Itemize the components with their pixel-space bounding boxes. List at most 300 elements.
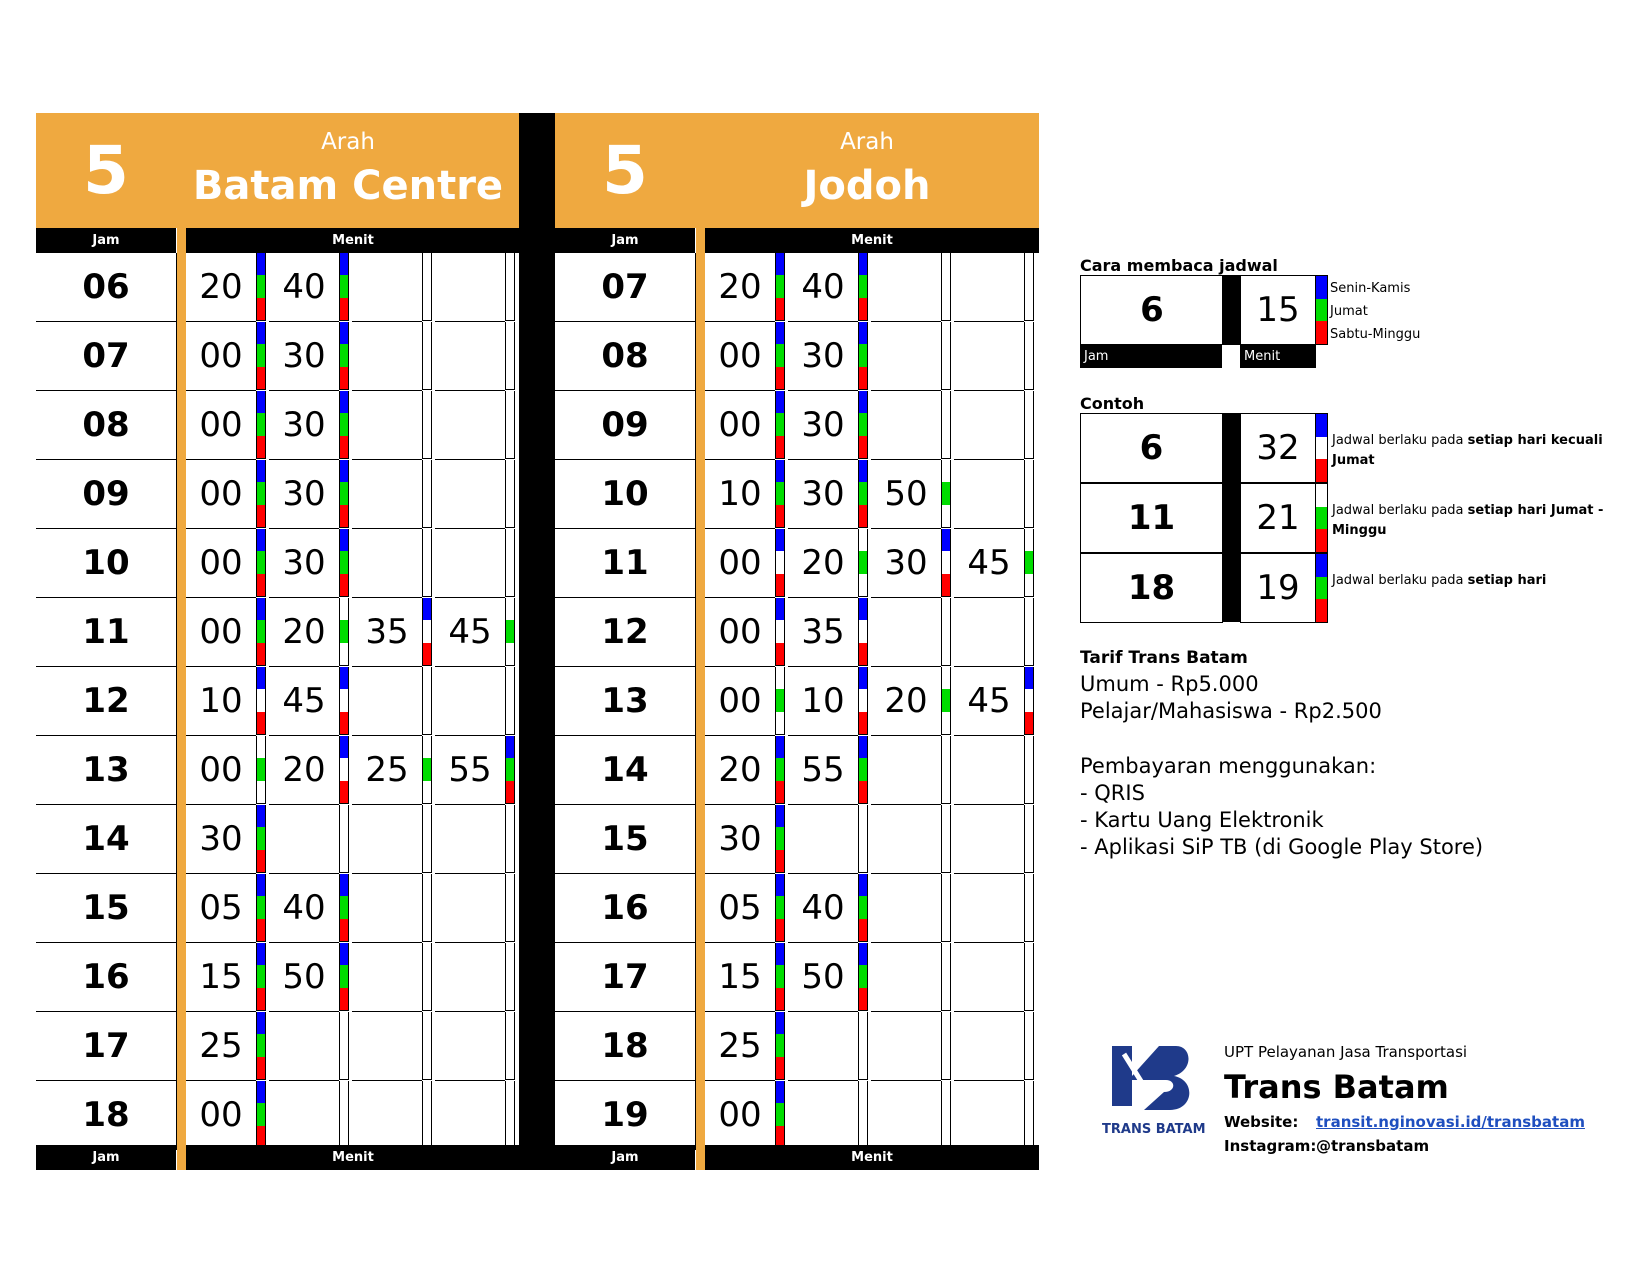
menit-footer: Menit bbox=[186, 1145, 520, 1170]
day-indicator-segment bbox=[506, 965, 514, 987]
day-indicator-segment bbox=[423, 1012, 431, 1034]
day-indicator-segment bbox=[1025, 1057, 1033, 1079]
day-indicator bbox=[256, 460, 266, 528]
day-indicator bbox=[505, 943, 515, 1011]
day-indicator-segment bbox=[506, 874, 514, 896]
day-indicator-segment bbox=[1025, 827, 1033, 849]
day-indicator bbox=[858, 1012, 868, 1080]
legend-menit-label: Menit bbox=[1240, 345, 1316, 368]
hour-cell: 11 bbox=[36, 598, 177, 667]
panel-header bbox=[555, 113, 1039, 228]
day-indicator bbox=[1024, 391, 1034, 459]
panel-separator bbox=[519, 113, 555, 1170]
day-indicator-segment bbox=[423, 529, 431, 551]
day-indicator-segment bbox=[942, 667, 950, 689]
day-indicator-segment bbox=[257, 413, 265, 435]
day-indicator bbox=[1024, 736, 1034, 804]
hour-cell: 19 bbox=[555, 1081, 696, 1150]
minute-cell bbox=[352, 667, 422, 736]
example-hour-box: 6 bbox=[1080, 413, 1223, 483]
minute-cell: 40 bbox=[269, 253, 339, 322]
day-indicator-segment bbox=[257, 551, 265, 573]
minute-cell: 30 bbox=[269, 529, 339, 598]
day-indicator bbox=[256, 322, 266, 390]
legend-separator bbox=[1222, 275, 1240, 345]
day-indicator bbox=[505, 253, 515, 321]
day-indicator-segment bbox=[340, 1012, 348, 1034]
day-indicator-segment bbox=[776, 598, 784, 620]
day-indicator bbox=[505, 667, 515, 735]
minute-cell: 45 bbox=[954, 529, 1024, 598]
menit-footer: Menit bbox=[705, 1145, 1039, 1170]
day-indicator bbox=[775, 460, 785, 528]
day-indicator-segment bbox=[859, 1057, 867, 1079]
day-indicator-segment bbox=[776, 874, 784, 896]
minute-cell bbox=[871, 253, 941, 322]
day-indicator bbox=[339, 391, 349, 459]
hour-cell: 16 bbox=[36, 943, 177, 1012]
minute-cell bbox=[788, 1081, 858, 1150]
day-indicator-segment bbox=[506, 1103, 514, 1125]
logo-caption: TRANS BATAM bbox=[1102, 1122, 1206, 1137]
day-indicator-segment bbox=[340, 712, 348, 734]
day-indicator-segment bbox=[1025, 896, 1033, 918]
minute-cell bbox=[954, 1012, 1024, 1081]
day-indicator-segment bbox=[340, 965, 348, 987]
day-indicator-segment bbox=[942, 919, 950, 941]
day-indicator-segment bbox=[340, 896, 348, 918]
day-indicator-segment bbox=[506, 298, 514, 320]
day-indicator-segment bbox=[859, 298, 867, 320]
day-indicator-segment bbox=[942, 874, 950, 896]
hour-cell: 09 bbox=[36, 460, 177, 529]
day-indicator-segment bbox=[1025, 253, 1033, 275]
example-hour-box: 11 bbox=[1080, 483, 1223, 553]
minute-cell bbox=[954, 598, 1024, 667]
day-indicator bbox=[422, 598, 432, 666]
hour-cell: 12 bbox=[555, 598, 696, 667]
day-indicator bbox=[941, 667, 951, 735]
day-indicator-segment bbox=[257, 574, 265, 596]
day-indicator bbox=[941, 529, 951, 597]
day-indicator-segment bbox=[340, 689, 348, 711]
day-indicator-segment bbox=[942, 758, 950, 780]
day-indicator-segment bbox=[1025, 988, 1033, 1010]
day-indicator-segment bbox=[506, 620, 514, 642]
day-indicator bbox=[505, 460, 515, 528]
minute-cell: 30 bbox=[788, 460, 858, 529]
day-indicator bbox=[858, 667, 868, 735]
minute-cell bbox=[352, 529, 422, 598]
day-indicator-segment bbox=[942, 574, 950, 596]
day-indicator-segment bbox=[257, 805, 265, 827]
day-indicator-segment bbox=[423, 275, 431, 297]
day-indicator-segment bbox=[423, 943, 431, 965]
hour-cell: 06 bbox=[36, 253, 177, 322]
day-indicator bbox=[775, 253, 785, 321]
day-indicator bbox=[1024, 460, 1034, 528]
day-indicator-segment bbox=[257, 482, 265, 504]
minute-cell: 00 bbox=[186, 322, 256, 391]
schedule-row bbox=[36, 460, 520, 529]
day-indicator-segment bbox=[257, 689, 265, 711]
day-indicator-segment bbox=[859, 367, 867, 389]
day-indicator-segment bbox=[1025, 850, 1033, 872]
minute-cell: 15 bbox=[705, 943, 775, 1012]
day-indicator-segment bbox=[257, 391, 265, 413]
day-indicator-segment bbox=[340, 436, 348, 458]
day-indicator-segment bbox=[776, 667, 784, 689]
day-indicator bbox=[858, 1081, 868, 1149]
day-indicator-segment bbox=[423, 322, 431, 344]
day-indicator bbox=[941, 1012, 951, 1080]
schedule-row bbox=[555, 391, 1039, 460]
minute-cell: 55 bbox=[435, 736, 505, 805]
day-indicator bbox=[941, 736, 951, 804]
day-indicator-segment bbox=[859, 712, 867, 734]
day-indicator bbox=[775, 874, 785, 942]
instagram-label: Instagram: bbox=[1224, 1137, 1317, 1155]
day-indicator-segment bbox=[340, 667, 348, 689]
day-indicator-segment bbox=[423, 1103, 431, 1125]
day-indicator-segment bbox=[423, 689, 431, 711]
day-indicator-segment bbox=[423, 551, 431, 573]
day-indicator-segment bbox=[942, 689, 950, 711]
direction-label: Arah bbox=[321, 129, 375, 155]
day-indicator bbox=[941, 253, 951, 321]
timetable-panel bbox=[555, 113, 1039, 1170]
day-indicator-segment bbox=[340, 1103, 348, 1125]
example-bold-text: setiap hari kecuali Jumat bbox=[1332, 433, 1603, 468]
jam-footer: Jam bbox=[36, 1145, 176, 1170]
day-indicator-segment bbox=[257, 529, 265, 551]
day-indicator-segment bbox=[776, 529, 784, 551]
day-indicator-segment bbox=[423, 253, 431, 275]
day-indicator-segment bbox=[1025, 344, 1033, 366]
day-indicator bbox=[339, 943, 349, 1011]
day-indicator-segment bbox=[506, 1081, 514, 1103]
day-indicator-segment bbox=[859, 482, 867, 504]
minute-cell bbox=[435, 943, 505, 1012]
day-indicator-segment bbox=[506, 253, 514, 275]
day-indicator-segment bbox=[1316, 599, 1327, 622]
day-indicator bbox=[339, 1012, 349, 1080]
day-indicator-segment bbox=[423, 896, 431, 918]
day-indicator-segment bbox=[942, 391, 950, 413]
day-indicator-segment bbox=[859, 391, 867, 413]
day-indicator-segment bbox=[506, 1034, 514, 1056]
day-indicator-segment bbox=[257, 712, 265, 734]
day-indicator-segment bbox=[340, 1081, 348, 1103]
day-indicator-segment bbox=[776, 736, 784, 758]
minute-cell: 00 bbox=[186, 598, 256, 667]
day-indicator-segment bbox=[942, 781, 950, 803]
day-indicator-segment bbox=[776, 460, 784, 482]
minute-cell: 05 bbox=[705, 874, 775, 943]
day-indicator-segment bbox=[1025, 413, 1033, 435]
day-indicator bbox=[422, 667, 432, 735]
menit-header: Menit bbox=[705, 228, 1039, 253]
day-indicator-segment bbox=[859, 850, 867, 872]
day-indicator-segment bbox=[423, 598, 431, 620]
day-indicator-segment bbox=[776, 436, 784, 458]
minute-cell: 50 bbox=[788, 943, 858, 1012]
day-indicator-segment bbox=[257, 1034, 265, 1056]
minute-cell: 45 bbox=[269, 667, 339, 736]
payment-method: - QRIS bbox=[1080, 781, 1145, 805]
tarif-title: Tarif Trans Batam bbox=[1080, 648, 1248, 668]
minute-cell bbox=[871, 1081, 941, 1150]
day-indicator bbox=[505, 805, 515, 873]
day-indicator-segment bbox=[340, 805, 348, 827]
hour-cell: 17 bbox=[36, 1012, 177, 1081]
day-indicator-segment bbox=[1316, 459, 1327, 482]
minute-cell bbox=[435, 253, 505, 322]
day-indicator bbox=[256, 1012, 266, 1080]
day-indicator-segment bbox=[942, 344, 950, 366]
hour-cell: 18 bbox=[555, 1012, 696, 1081]
minute-cell bbox=[352, 874, 422, 943]
day-indicator-segment bbox=[257, 253, 265, 275]
day-indicator-segment bbox=[1025, 643, 1033, 665]
day-indicator-segment bbox=[506, 758, 514, 780]
schedule-row bbox=[555, 322, 1039, 391]
day-indicator bbox=[422, 322, 432, 390]
minute-cell: 00 bbox=[186, 736, 256, 805]
day-indicator-segment bbox=[423, 827, 431, 849]
tarif-line: Umum - Rp5.000 bbox=[1080, 672, 1259, 696]
day-indicator-segment bbox=[1025, 482, 1033, 504]
day-indicator-segment bbox=[257, 367, 265, 389]
schedule-row bbox=[555, 874, 1039, 943]
minute-cell: 30 bbox=[705, 805, 775, 874]
day-indicator-segment bbox=[506, 988, 514, 1010]
day-indicator bbox=[941, 322, 951, 390]
day-indicator bbox=[339, 736, 349, 804]
minute-cell: 40 bbox=[269, 874, 339, 943]
day-indicator-segment bbox=[942, 896, 950, 918]
legend-minute-box: 15 bbox=[1240, 275, 1316, 345]
minute-cell: 30 bbox=[269, 322, 339, 391]
day-indicator bbox=[256, 391, 266, 459]
day-indicator-segment bbox=[506, 391, 514, 413]
day-indicator bbox=[941, 943, 951, 1011]
hour-cell: 13 bbox=[36, 736, 177, 805]
minute-cell: 20 bbox=[788, 529, 858, 598]
day-indicator bbox=[858, 736, 868, 804]
day-indicator-segment bbox=[1316, 414, 1327, 437]
day-indicator-segment bbox=[506, 919, 514, 941]
hour-cell: 17 bbox=[555, 943, 696, 1012]
minute-cell bbox=[954, 874, 1024, 943]
minute-cell: 10 bbox=[788, 667, 858, 736]
instagram-handle: @transbatam bbox=[1316, 1137, 1430, 1155]
day-indicator bbox=[858, 805, 868, 873]
day-indicator-segment bbox=[506, 344, 514, 366]
day-indicator-segment bbox=[859, 988, 867, 1010]
day-indicator bbox=[339, 874, 349, 942]
day-indicator bbox=[422, 736, 432, 804]
payment-method: - Kartu Uang Elektronik bbox=[1080, 808, 1324, 832]
day-indicator bbox=[1024, 1081, 1034, 1149]
day-indicator-segment bbox=[423, 1034, 431, 1056]
day-indicator-segment bbox=[257, 781, 265, 803]
day-indicator bbox=[1024, 805, 1034, 873]
example-minute-box: 21 bbox=[1240, 483, 1316, 553]
minute-cell: 30 bbox=[788, 322, 858, 391]
example-minute-box: 19 bbox=[1240, 553, 1316, 623]
hour-cell: 15 bbox=[36, 874, 177, 943]
day-indicator-segment bbox=[257, 827, 265, 849]
day-indicator-segment bbox=[942, 1012, 950, 1034]
day-indicator-segment bbox=[506, 598, 514, 620]
schedule-row bbox=[36, 391, 520, 460]
day-indicator-segment bbox=[257, 322, 265, 344]
day-indicator-segment bbox=[340, 529, 348, 551]
day-indicator-segment bbox=[257, 874, 265, 896]
day-indicator-segment bbox=[942, 275, 950, 297]
jam-footer: Jam bbox=[555, 1145, 695, 1170]
day-indicator bbox=[256, 667, 266, 735]
day-indicator-segment bbox=[776, 1103, 784, 1125]
day-indicator bbox=[256, 736, 266, 804]
day-indicator-segment bbox=[257, 344, 265, 366]
day-indicator-segment bbox=[1025, 460, 1033, 482]
day-indicator bbox=[775, 1012, 785, 1080]
day-indicator-segment bbox=[776, 505, 784, 527]
day-indicator-segment bbox=[942, 1081, 950, 1103]
day-indicator bbox=[339, 529, 349, 597]
minute-cell bbox=[788, 1012, 858, 1081]
day-indicator-segment bbox=[1025, 736, 1033, 758]
day-indicator-segment bbox=[859, 460, 867, 482]
day-indicator-segment bbox=[257, 460, 265, 482]
day-indicator-segment bbox=[257, 896, 265, 918]
day-indicator-segment bbox=[1025, 598, 1033, 620]
minute-cell bbox=[435, 529, 505, 598]
day-indicator bbox=[775, 1081, 785, 1149]
day-indicator-segment bbox=[859, 598, 867, 620]
minute-cell bbox=[352, 943, 422, 1012]
day-indicator-segment bbox=[1025, 874, 1033, 896]
day-indicator bbox=[1024, 874, 1034, 942]
day-indicator bbox=[858, 598, 868, 666]
day-indicator-segment bbox=[859, 919, 867, 941]
day-indicator-segment bbox=[340, 482, 348, 504]
minute-cell: 35 bbox=[352, 598, 422, 667]
schedule-row bbox=[555, 529, 1039, 598]
minute-cell bbox=[954, 1081, 1024, 1150]
day-indicator bbox=[256, 805, 266, 873]
minute-cell bbox=[352, 391, 422, 460]
day-indicator-segment bbox=[423, 482, 431, 504]
schedule-row bbox=[36, 529, 520, 598]
website-link[interactable]: transit.nginovasi.id/transbatam bbox=[1316, 1113, 1585, 1131]
schedule-row bbox=[36, 598, 520, 667]
day-indicator-segment bbox=[423, 643, 431, 665]
day-indicator bbox=[422, 874, 432, 942]
day-indicator-segment bbox=[1025, 298, 1033, 320]
hour-cell: 09 bbox=[555, 391, 696, 460]
day-indicator bbox=[775, 391, 785, 459]
day-indicator-segment bbox=[859, 689, 867, 711]
day-indicator bbox=[858, 253, 868, 321]
day-indicator-segment bbox=[340, 643, 348, 665]
hour-cell: 10 bbox=[36, 529, 177, 598]
day-indicator-segment bbox=[776, 1057, 784, 1079]
day-indicator-segment bbox=[423, 391, 431, 413]
day-indicator-segment bbox=[776, 298, 784, 320]
day-indicator-segment bbox=[506, 781, 514, 803]
minute-cell: 00 bbox=[186, 529, 256, 598]
day-indicator bbox=[505, 391, 515, 459]
day-indicator bbox=[775, 943, 785, 1011]
day-indicator bbox=[1024, 529, 1034, 597]
minute-cell: 05 bbox=[186, 874, 256, 943]
day-indicator-segment bbox=[506, 643, 514, 665]
day-indicator-segment bbox=[859, 253, 867, 275]
day-indicator-segment bbox=[257, 505, 265, 527]
minute-cell bbox=[352, 1012, 422, 1081]
day-indicator bbox=[422, 1012, 432, 1080]
minute-cell: 10 bbox=[705, 460, 775, 529]
day-indicator bbox=[422, 253, 432, 321]
day-indicator-segment bbox=[257, 965, 265, 987]
minute-cell: 40 bbox=[788, 874, 858, 943]
minute-cell bbox=[352, 253, 422, 322]
minute-cell bbox=[871, 598, 941, 667]
day-indicator bbox=[339, 1081, 349, 1149]
day-indicator-segment bbox=[776, 620, 784, 642]
day-indicator bbox=[941, 874, 951, 942]
day-indicator bbox=[505, 874, 515, 942]
day-indicator bbox=[339, 322, 349, 390]
day-indicator bbox=[422, 529, 432, 597]
day-indicator-segment bbox=[1025, 965, 1033, 987]
minute-cell bbox=[352, 460, 422, 529]
example-text: Jadwal berlaku pada bbox=[1332, 573, 1468, 588]
day-indicator-segment bbox=[942, 598, 950, 620]
day-indicator-segment bbox=[942, 367, 950, 389]
schedule-row bbox=[555, 460, 1039, 529]
day-indicator-segment bbox=[1025, 322, 1033, 344]
day-indicator-segment bbox=[859, 896, 867, 918]
minute-cell bbox=[435, 391, 505, 460]
day-indicator-segment bbox=[423, 1057, 431, 1079]
day-indicator bbox=[505, 598, 515, 666]
day-indicator-segment bbox=[423, 758, 431, 780]
example-description bbox=[1332, 571, 1607, 591]
day-indicator-segment bbox=[340, 758, 348, 780]
day-indicator-segment bbox=[942, 322, 950, 344]
day-indicator bbox=[858, 322, 868, 390]
minute-cell: 30 bbox=[186, 805, 256, 874]
day-indicator-segment bbox=[506, 551, 514, 573]
day-indicator bbox=[775, 529, 785, 597]
day-indicator-segment bbox=[257, 620, 265, 642]
minute-cell bbox=[269, 1081, 339, 1150]
day-indicator-segment bbox=[859, 1034, 867, 1056]
day-indicator-segment bbox=[1316, 554, 1327, 577]
day-indicator bbox=[505, 529, 515, 597]
day-indicator-segment bbox=[1025, 758, 1033, 780]
minute-cell bbox=[352, 322, 422, 391]
route-number: 5 bbox=[602, 132, 648, 209]
day-indicator bbox=[256, 943, 266, 1011]
day-indicator-segment bbox=[776, 1012, 784, 1034]
day-indicator-segment bbox=[776, 253, 784, 275]
day-indicator-segment bbox=[1025, 1012, 1033, 1034]
